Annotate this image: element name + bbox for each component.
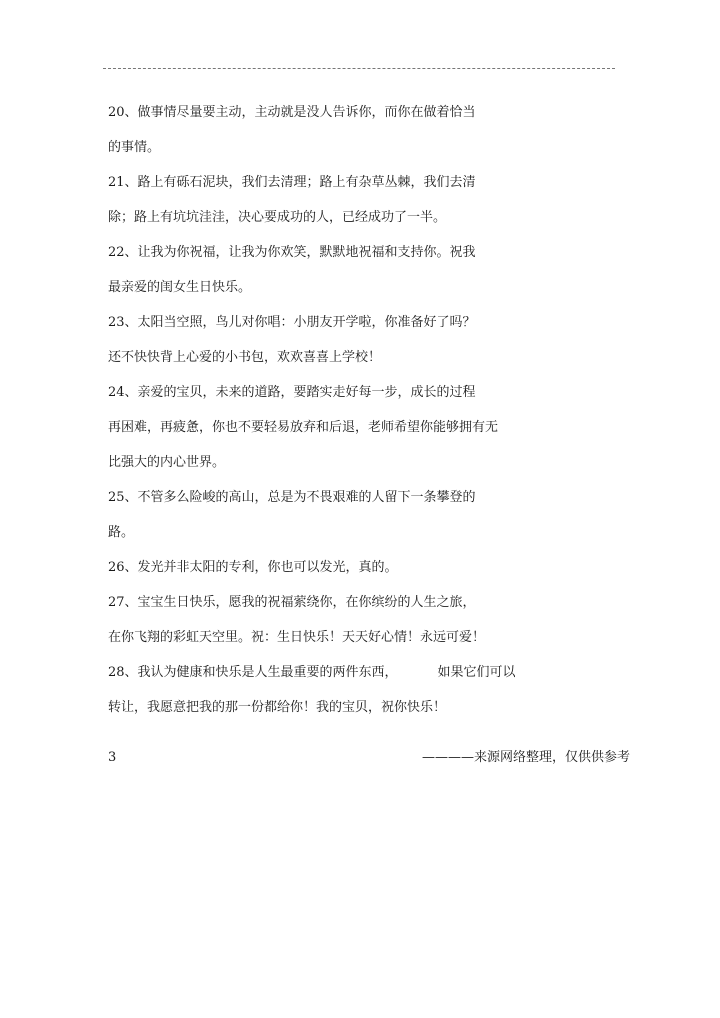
text-line-28 <box>108 664 528 681</box>
source-note: ————来源网络整理，仅供供参考 <box>421 750 630 765</box>
text-line: 除；路上有坑坑洼洼，决心要成功的人，已经成功了一半。 <box>108 210 447 225</box>
text-line: 23、太阳当空照，鸟儿对你唱：小朋友开学啦，你准备好了吗？ <box>108 315 476 330</box>
text-line: 21、路上有砾石泥块，我们去清理；路上有杂草丛棘，我们去清 <box>108 175 476 190</box>
page-number: 3 <box>108 750 117 765</box>
header-dashed-rule <box>103 68 615 69</box>
text-line: 26、发光并非太阳的专利，你也可以发光，真的。 <box>108 560 398 575</box>
text-line: 24、亲爱的宝贝，未来的道路，要踏实走好每一步，成长的过程 <box>108 385 476 400</box>
page-footer <box>108 749 630 766</box>
text-line-28-part1: 28、我认为健康和快乐是人生最重要的两件东西， <box>108 665 398 680</box>
text-line: 再困难，再疲惫，你也不要轻易放弃和后退，老师希望你能够拥有无 <box>108 420 499 435</box>
text-line: 在你飞翔的彩虹天空里。祝：生日快乐！天天好心情！永远可爱！ <box>108 630 486 645</box>
text-line: 27、宝宝生日快乐，愿我的祝福萦绕你，在你缤纷的人生之旅， <box>108 595 476 610</box>
text-line: 还不快快背上心爱的小书包，欢欢喜喜上学校！ <box>108 350 382 365</box>
text-line-28-part2: 如果它们可以 <box>437 665 516 680</box>
text-line: 20、做事情尽量要主动，主动就是没人告诉你，而你在做着恰当 <box>108 105 476 120</box>
text-line: 25、不管多么险峻的高山，总是为不畏艰难的人留下一条攀登的 <box>108 490 476 505</box>
text-line: 转让，我愿意把我的那一份都给你！我的宝贝，祝你快乐！ <box>108 700 447 715</box>
text-line: 的事情。 <box>108 140 161 155</box>
text-line: 比强大的内心世界。 <box>108 455 226 470</box>
text-line: 路。 <box>108 525 135 540</box>
text-line: 最亲爱的闺女生日快乐。 <box>108 280 252 295</box>
text-line: 22、让我为你祝福，让我为你欢笑，默默地祝福和支持你。祝我 <box>108 245 476 260</box>
body-text <box>108 104 528 734</box>
